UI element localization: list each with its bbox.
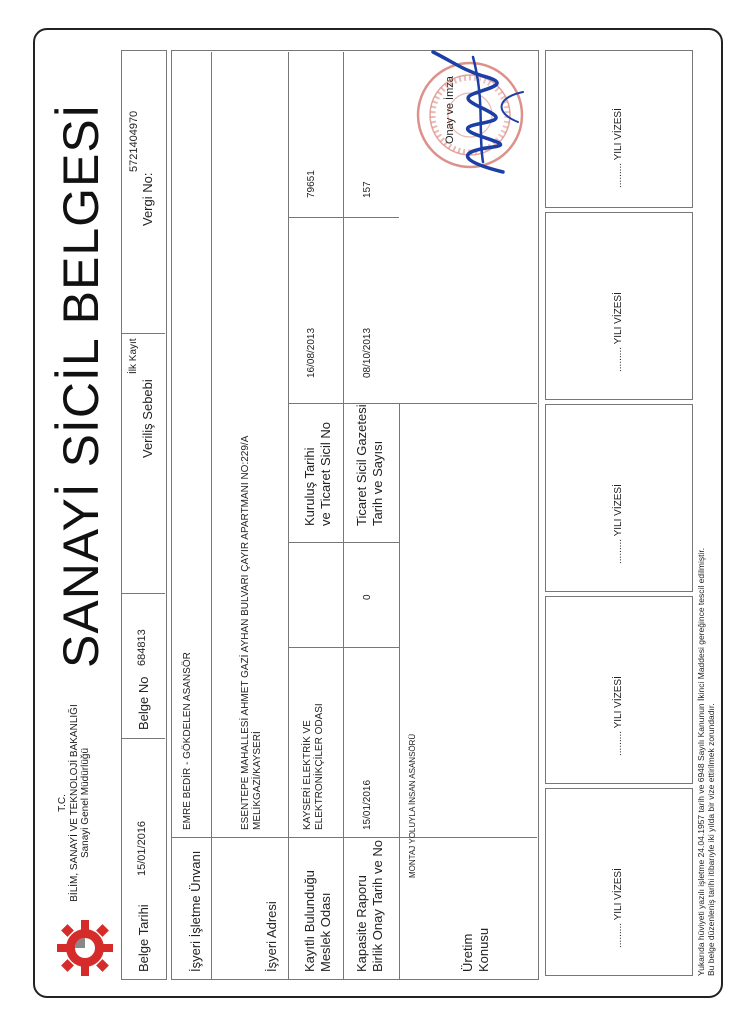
footer-note-1: Yukarıda hüviyeti yazılı işletme 24.04.1957 tarih ve 6948 Sayılı Kanunun İkinci Maddesi gereğince tescil edilmiştir. [696, 547, 706, 976]
adres-line-2: MELİKGAZİ/KAYSERİ [252, 731, 263, 830]
uretim-label-1: Üretim [460, 933, 475, 972]
adres-line-1: ESENTEPE MAHALLESİ AHMET GAZİ AYHAN BULVARI ÇAYIR APARTMANI NO:229/A [240, 435, 251, 830]
gazete-tarih: 08/10/2013 [362, 327, 373, 378]
belge-no-value: 684813 [136, 629, 148, 666]
kurulus-label-2: ve Ticaret Sicil No [318, 421, 333, 526]
gazete-label-2: Tarih ve Sayısı [370, 440, 385, 526]
tc-label: T.C. [57, 794, 68, 812]
ministry-header [57, 698, 92, 908]
kurulus-tarihi: 16/08/2013 [306, 327, 317, 378]
vize-label-1: ......... YILI VİZESİ [613, 868, 624, 948]
kapasite-label-2: Birlik Onay Tarih ve No [370, 840, 385, 972]
belge-tarihi-value: 15/01/2016 [136, 820, 148, 876]
oda-line-1: KAYSERİ ELEKTRİK VE [302, 720, 313, 830]
belge-no-label: Belge No [136, 676, 151, 730]
belge-tarihi-label: Belge Tarihi [136, 904, 151, 972]
directorate-name: Sanayi Genel Müdürlüğü [80, 747, 91, 859]
gear-logo-icon [53, 916, 117, 980]
ticaret-sicil-no: 79651 [306, 170, 317, 198]
signature [423, 42, 533, 192]
vergi-no-value: 5721404970 [128, 110, 140, 172]
vize-label-3: ......... YILI VİZESİ [613, 484, 624, 564]
unvan-value: EMRE BEDİR - GÖKDELEN ASANSÖR [182, 652, 193, 830]
onay-label: Onay ve İmza [444, 76, 456, 144]
ministry-name: BİLİM, SANAYİ VE TEKNOLOJİ BAKANLIĞI [68, 704, 80, 902]
vize-label-5: ......... YILI VİZESİ [613, 108, 624, 188]
verilis-sebebi-label: Veriliş Sebebi [140, 379, 155, 458]
unvan-label: İşyeri İşletme Ünvanı [188, 850, 203, 972]
verilis-sebebi-value: İlk Kayıt [128, 338, 139, 374]
vergi-no-label: Vergi No: [140, 172, 155, 226]
ministry-logo [53, 916, 117, 980]
sanayi-sicil-certificate [33, 28, 723, 998]
footer-note-2: Bu belge düzenleniş tarihi itibarıyle iki yılda bir vize ettirilmek zorundadır. [706, 703, 716, 976]
kapasite-label-1: Kapasite Raporu [354, 875, 369, 972]
vize-label-4: ......... YILI VİZESİ [613, 292, 624, 372]
vize-label-2: ......... YILI VİZESİ [613, 676, 624, 756]
oda-no: 0 [362, 594, 373, 600]
kurulus-label-1: Kuruluş Tarihi [302, 447, 317, 526]
oda-label-1: Kayıtlı Bulunduğu [302, 870, 317, 972]
gazete-label-1: Ticaret Sicil Gazetesi [354, 404, 369, 526]
uretim-label-2: Konusu [476, 927, 491, 972]
gazete-sayi: 157 [362, 181, 373, 198]
oda-label-2: Meslek Odası [318, 892, 333, 972]
oda-line-2: ELEKTRONİKÇİLER ODASI [314, 703, 325, 830]
adres-label: İşyeri Adresi [264, 901, 279, 972]
page-title: SANAYİ SİCİL BELGESİ [53, 103, 109, 668]
kapasite-tarih: 15/01/2016 [362, 779, 373, 830]
uretim-value: MONTAJ YOLUYLA İNSAN ASANSÖRÜ [408, 733, 417, 878]
